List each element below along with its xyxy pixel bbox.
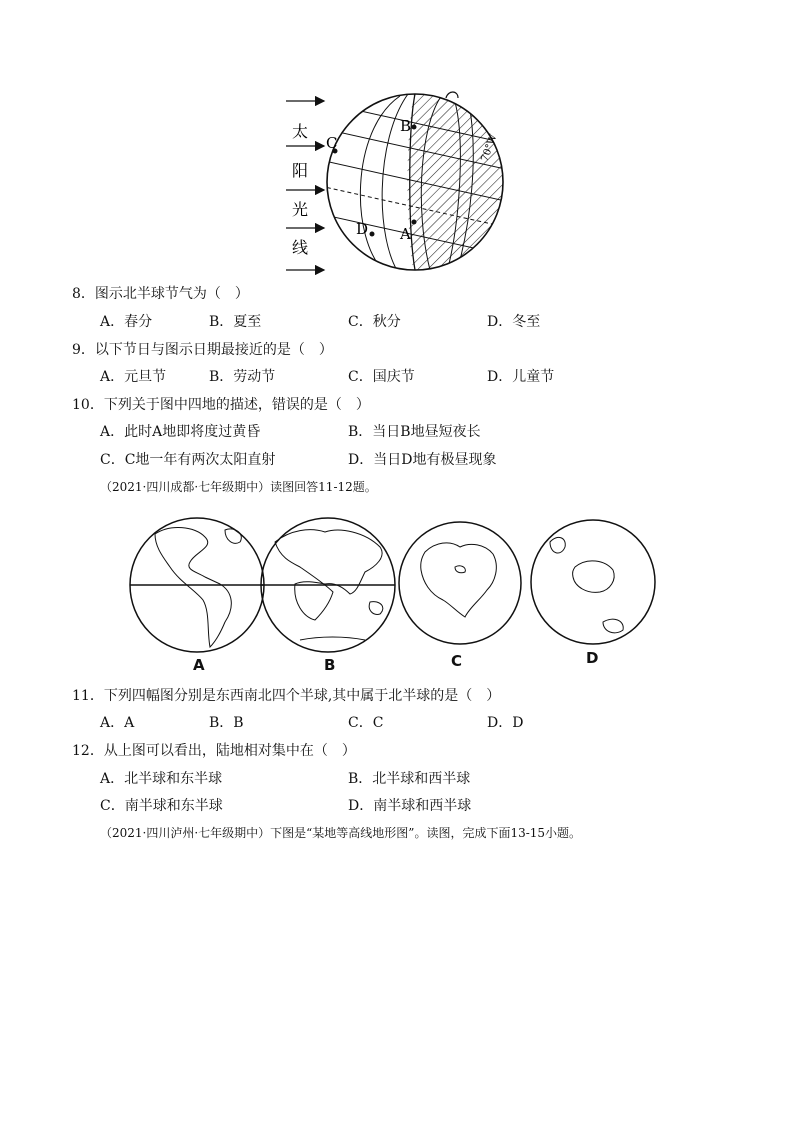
q8-option-c[interactable]: C．秋分 bbox=[348, 314, 401, 330]
point-label-d: D bbox=[356, 220, 369, 238]
point-label-a: A bbox=[400, 225, 411, 243]
q9-stem: 9．以下节日与图示日期最接近的是（ ） bbox=[72, 342, 333, 358]
rotation-arrow-icon bbox=[446, 92, 458, 98]
sunlight-char: 阳 bbox=[292, 161, 309, 180]
q8-option-d[interactable]: D．冬至 bbox=[487, 314, 541, 330]
q10-option-d[interactable]: D．当日D地有极昼现象 bbox=[348, 452, 497, 468]
q11-option-a[interactable]: A．A bbox=[100, 715, 135, 731]
sunlight-char: 太 bbox=[292, 122, 309, 141]
hemisphere-label-a: A bbox=[193, 656, 205, 674]
q12-option-a[interactable]: A．北半球和东半球 bbox=[100, 771, 223, 787]
q11-stem: 11．下列四幅图分别是东西南北四个半球,其中属于北半球的是（ ） bbox=[72, 688, 501, 704]
q10-option-a[interactable]: A．此时A地即将度过黄昏 bbox=[100, 424, 261, 440]
hemisphere-label-b: B bbox=[324, 656, 336, 674]
q11-option-b[interactable]: B．B bbox=[209, 715, 244, 731]
q12-option-d[interactable]: D．南半球和西半球 bbox=[348, 798, 472, 814]
q9-option-b[interactable]: B．劳动节 bbox=[209, 369, 276, 385]
q12-stem: 12．从上图可以看出，陆地相对集中在（ ） bbox=[72, 743, 356, 759]
q8-stem: 8．图示北半球节气为（ ） bbox=[72, 286, 249, 302]
hemisphere-c bbox=[399, 522, 521, 644]
q10-option-b[interactable]: B．当日B地昼短夜长 bbox=[348, 424, 481, 440]
q9-option-d[interactable]: D．儿童节 bbox=[487, 369, 555, 385]
landmass-b bbox=[275, 530, 382, 620]
landmass-a bbox=[155, 528, 231, 647]
hemispheres-figure bbox=[125, 512, 665, 672]
sunlight-char: 光 bbox=[292, 200, 309, 219]
hemisphere-label-c: C bbox=[451, 652, 463, 670]
hemisphere-d bbox=[531, 520, 655, 644]
meridian-label: 70°W bbox=[479, 133, 500, 164]
q9-option-a[interactable]: A．元旦节 bbox=[100, 369, 167, 385]
hemisphere-label-d: D bbox=[586, 649, 599, 667]
point-label-c: C bbox=[326, 134, 338, 152]
q12-option-b[interactable]: B．北半球和西半球 bbox=[348, 771, 471, 787]
point-d bbox=[370, 232, 375, 237]
point-b bbox=[412, 125, 417, 130]
source-note-2: （2021·四川泸州·七年级期中）下图是“某地等高线地形图”。读图，完成下面13-15小题。 bbox=[100, 826, 582, 840]
sunlight-globe-figure bbox=[280, 90, 520, 275]
sunlight-char: 线 bbox=[292, 238, 309, 257]
q8-option-b[interactable]: B．夏至 bbox=[209, 314, 262, 330]
q11-option-c[interactable]: C．C bbox=[348, 715, 384, 731]
point-a bbox=[412, 220, 417, 225]
q12-option-c[interactable]: C．南半球和东半球 bbox=[100, 798, 223, 814]
q9-option-c[interactable]: C．国庆节 bbox=[348, 369, 415, 385]
point-label-b: B bbox=[400, 117, 412, 135]
q10-option-c[interactable]: C．C地一年有两次太阳直射 bbox=[100, 452, 276, 468]
q11-option-d[interactable]: D．D bbox=[487, 715, 524, 731]
landmass-c bbox=[421, 543, 497, 617]
q10-stem: 10．下列关于图中四地的描述，错误的是（ ） bbox=[72, 397, 370, 413]
q8-option-a[interactable]: A．春分 bbox=[100, 314, 153, 330]
source-note-1: （2021·四川成都·七年级期中）读图回答11-12题。 bbox=[100, 480, 377, 494]
landmass-d bbox=[573, 561, 615, 593]
